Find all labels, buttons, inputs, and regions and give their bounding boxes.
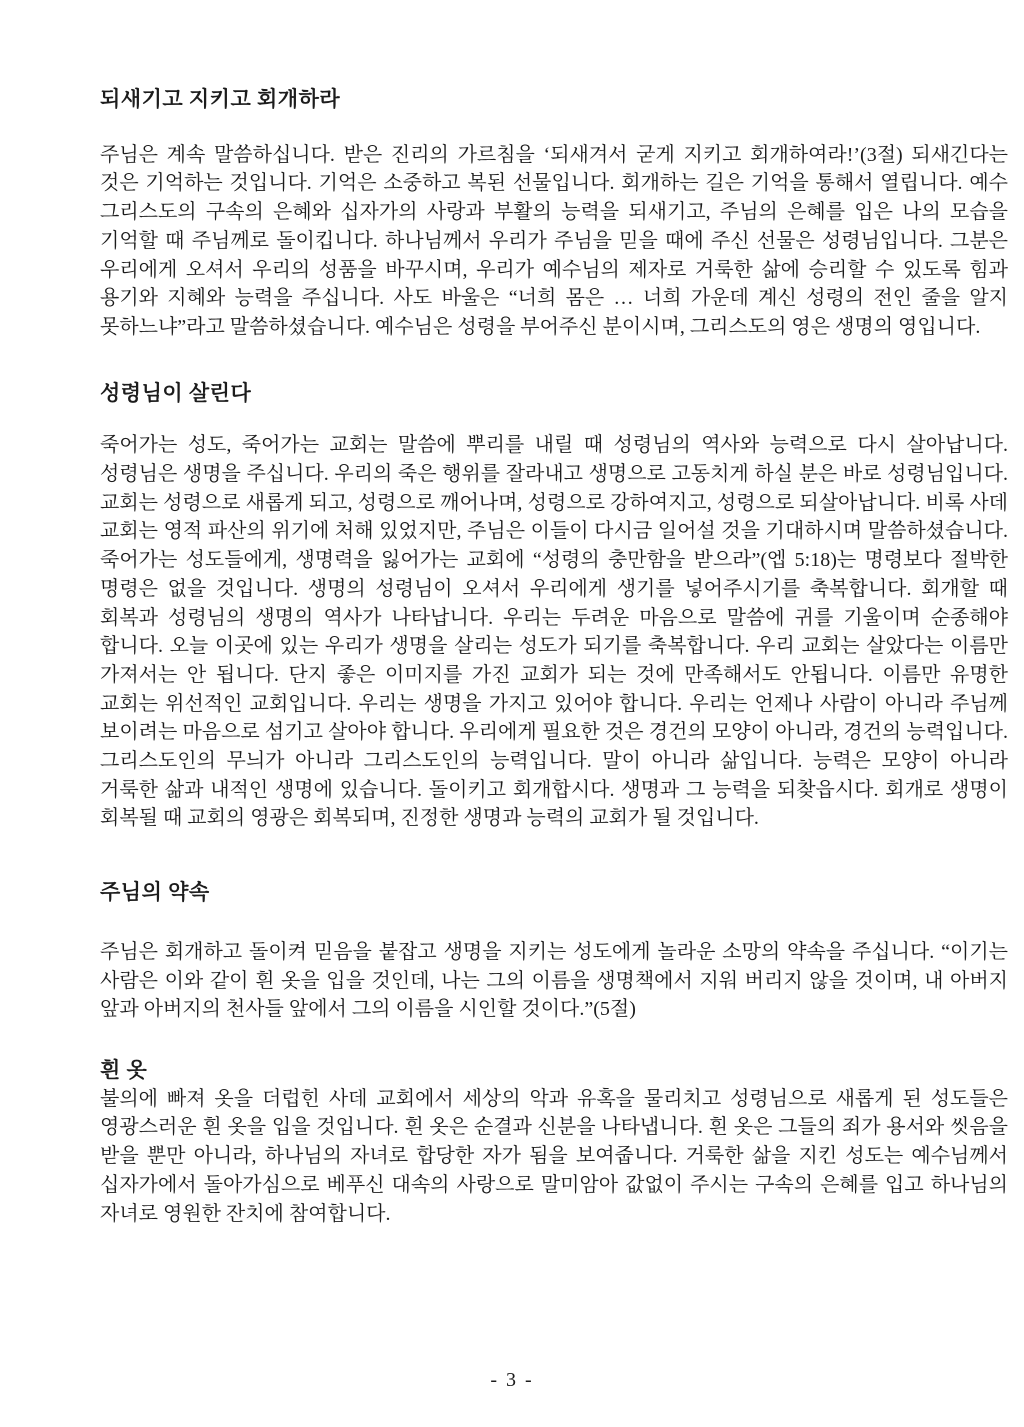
section-paragraph: 주님은 회개하고 돌이켜 믿음을 붙잡고 생명을 지키는 성도에게 놀라운 소망의 약속을 주십니다. “이기는 사람은 이와 같이 흰 옷을 입을 것인데, 나는 그의 이름을 생명책에서 지워 버리지 않을 것이며, 내 아버지 앞과 아버지의 천사들 앞에서 그의 이름을 시인할 것이다.”(5절) [100, 940, 1008, 1021]
section-heading-lords-promise: 주님의 약속 [100, 880, 210, 905]
section-heading-white-clothes: 흰 옷 [100, 1057, 148, 1082]
section-paragraph: 불의에 빠져 옷을 더럽힌 사데 교회에서 세상의 악과 유혹을 물리치고 성령님으로 새롭게 된 성도들은 영광스러운 흰 옷을 입을 것입니다. 흰 옷은 순결과 신분을 나타냅니다. 흰 옷은 그들의 죄가 용서와 씻음을 받을 뿐만 아니라, 하나님의 자녀로 합당한 자가 됨을 보여줍니다. 거룩한 삶을 지킨 성도는 예수님께서 십자가에서 돌아가심으로 베푸신 대속의 사랑으로 말미암아 값없이 주시는 구속의 은혜를 입고 하나님의 자녀로 영원한 잔치에 참여합니다. [100, 1087, 1008, 1225]
section-paragraph: 죽어가는 성도, 죽어가는 교회는 말씀에 뿌리를 내릴 때 성령님의 역사와 능력으로 다시 살아납니다. 성령님은 생명을 주십니다. 우리의 죽은 행위를 잘라내고 생명으로 고동치게 하실 분은 바로 성령님입니다. 교회는 성령으로 새롭게 되고, 성령으로 깨어나며, 성령으로 강하여지고, 성령으로 되살아납니다. 비록 사데 교회는 영적 파산의 위기에 처해 있었지만, 주님은 이들이 다시금 일어설 것을 기대하시며 말씀하셨습니다. 죽어가는 성도들에게, 생명력을 잃어가는 교회에 “성령의 충만함을 받으라”(엡 5:18)는 명령보다 절박한 명령은 없을 것입니다. 생명의 성령님이 오셔서 우리에게 생기를 넣어주시기를 축복합니다. 회개할 때 회복과 성령님의 생명의 역사가 나타납니다. 우리는 두려운 마음으로 말씀에 귀를 기울이며 순종해야 합니다. 오늘 이곳에 있는 우리가 생명을 살리는 성도가 되기를 축복합니다. 우리 교회는 살았다는 이름만 가져서는 안 됩니다. 단지 좋은 이미지를 가진 교회가 되는 것에 만족해서도 안됩니다. 이름만 유명한 교회는 위선적인 교회입니다. 우리는 생명을 가지고 있어야 합니다. 우리는 언제나 사람이 아니라 주님께 보이려는 마음으로 섬기고 살아야 합니다. 우리에게 필요한 것은 경건의 모양이 아니라, 경건의 능력입니다. 그리스도인의 무늬가 아니라 그리스도인의 능력입니다. 말이 아니라 삶입니다. 능력은 모양이 아니라 거룩한 삶과 내적인 생명에 있습니다. 돌이키고 회개합시다. 생명과 그 능력을 되찾읍시다. 회개로 생명이 회복될 때 교회의 영광은 회복되며, 진정한 생명과 능력의 교회가 될 것입니다. [100, 434, 1008, 830]
section-heading-holy-spirit-revives: 성령님이 살린다 [100, 380, 252, 405]
section-paragraph: 주님은 계속 말씀하십니다. 받은 진리의 가르침을 ‘되새겨서 굳게 지키고 회개하여라!’(3절) 되새긴다는 것은 기억하는 것입니다. 기억은 소중하고 복된 선물입니다. 회개하는 길은 기억을 통해서 열립니다. 예수 그리스도의 구속의 은혜와 십자가의 사랑과 부활의 능력을 되새기고, 주님의 은혜를 입은 나의 모습을 기억할 때 주님께로 돌이킵니다. 하나님께서 우리가 주님을 믿을 때에 주신 선물은 성령님입니다. 그분은 우리에게 오셔서 우리의 성품을 바꾸시며, 우리가 예수님의 제자로 거룩한 삶에 승리할 수 있도록 힘과 용기와 지혜와 능력을 주십니다. 사도 바울은 “너희 몸은 … 너희 가운데 계신 성령의 전인 줄을 알지 못하느냐”라고 말씀하셨습니다. 예수님은 성령을 부어주신 분이시며, 그리스도의 영은 생명의 영입니다. [100, 143, 1008, 338]
page-number: - 3 - [490, 1369, 534, 1391]
section-heading-remember-keep-repent: 되새기고 지키고 회개하라 [100, 87, 341, 111]
